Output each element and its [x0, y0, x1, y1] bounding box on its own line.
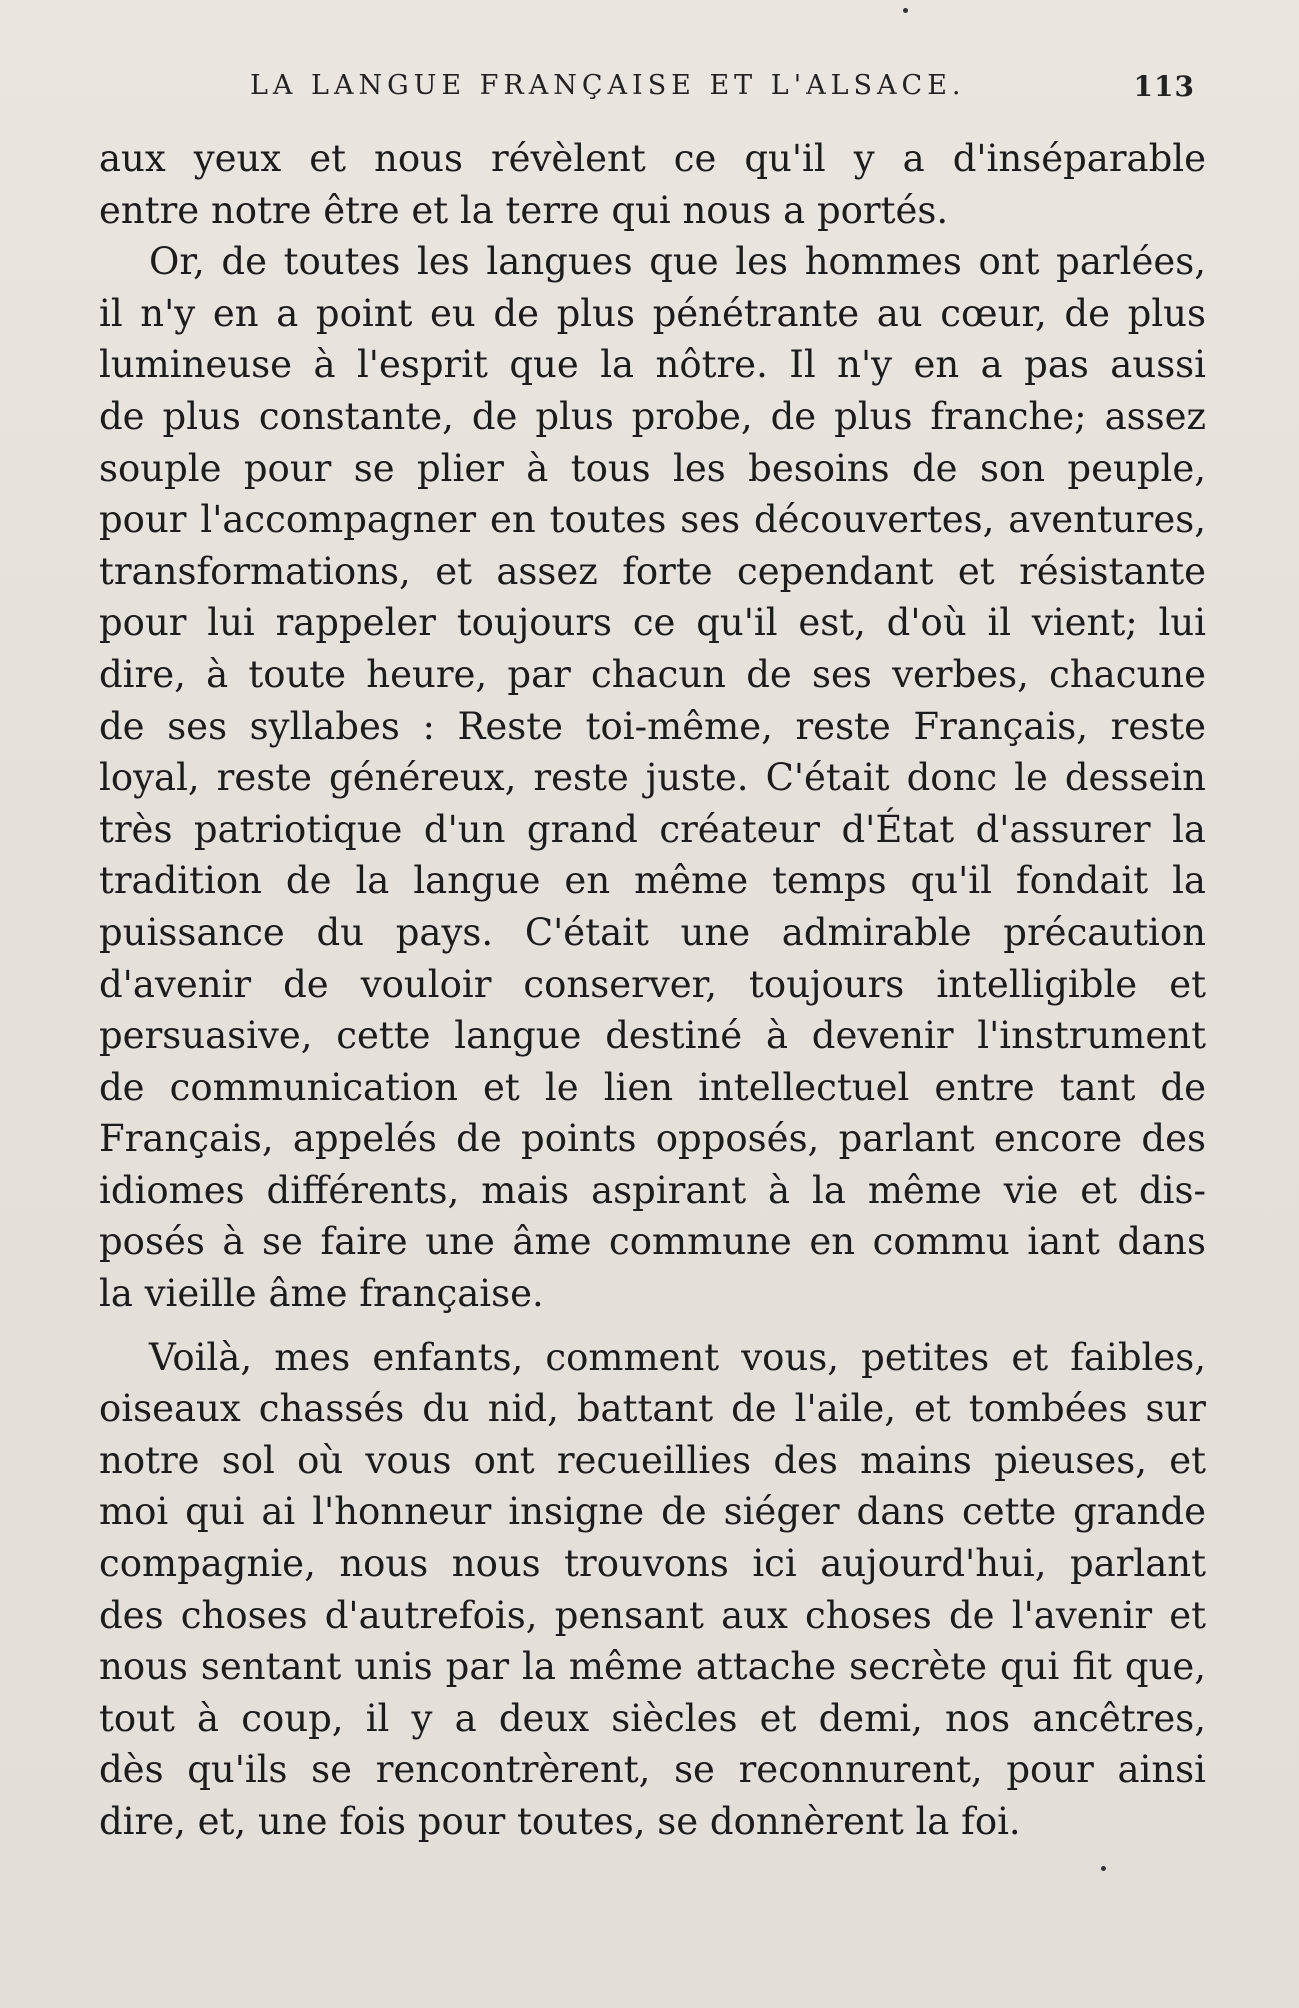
text-line: tout à coup, il y a deux siècles et demi, nos ancêtres,	[99, 1696, 1206, 1740]
text-line: Français, appelés de points opposés, parlant encore des	[99, 1117, 1206, 1161]
page-number: 113	[1133, 70, 1195, 103]
body-text	[99, 133, 1206, 1848]
text-line: idiomes différents, mais aspirant à la même vie et dis-	[99, 1168, 1206, 1212]
text-line: très patriotique d'un grand créateur d'État d'assurer la	[99, 807, 1206, 851]
text-line: puissance du pays. C'était une admirable précaution	[99, 910, 1206, 954]
text-line: de plus constante, de plus probe, de plus franche; assez	[99, 394, 1206, 438]
paragraph-3	[99, 1332, 1206, 1848]
page-header	[250, 70, 1195, 114]
paragraph-2	[99, 236, 1206, 1319]
text-line: transformations, et assez forte cependant et résistante	[99, 549, 1206, 593]
text-line: lumineuse à l'esprit que la nôtre. Il n'y en a pas aussi	[99, 343, 1206, 387]
text-line: de ses syllabes : Reste toi-même, reste Français, reste	[99, 704, 1206, 748]
text-line: dès qu'ils se rencontrèrent, se reconnurent, pour ainsi	[99, 1748, 1206, 1792]
text-line: dire, à toute heure, par chacun de ses verbes, chacune	[99, 652, 1206, 696]
text-line: il n'y en a point eu de plus pénétrante au cœur, de plus	[99, 291, 1206, 335]
text-line: notre sol où vous ont recueillies des mains pieuses, et	[99, 1438, 1206, 1482]
text-line: de communication et le lien intellectuel entre tant de	[99, 1065, 1206, 1109]
text-line: souple pour se plier à tous les besoins de son peuple,	[99, 446, 1206, 490]
text-line: d'avenir de vouloir conserver, toujours intelligible et	[99, 962, 1206, 1006]
text-line: Voilà, mes enfants, comment vous, petites et faibles,	[149, 1335, 1206, 1379]
ink-speck	[1101, 1866, 1106, 1871]
text-line: nous sentant unis par la même attache secrète qui fit que,	[99, 1645, 1206, 1689]
text-line: aux yeux et nous révèlent ce qu'il y a d'inséparable	[99, 137, 1206, 180]
text-line: loyal, reste généreux, reste juste. C'était donc le dessein	[99, 756, 1206, 800]
text-line: oiseaux chassés du nid, battant de l'aile, et tombées sur	[99, 1387, 1206, 1431]
text-line: moi qui ai l'honneur insigne de siéger dans cette grande	[99, 1490, 1206, 1534]
text-line: posés à se faire une âme commune en commu iant dans	[99, 1220, 1206, 1264]
text-line: des choses d'autrefois, pensant aux choses de l'avenir et	[99, 1593, 1206, 1637]
text-line: pour l'accompagner en toutes ses découvertes, aventures,	[99, 498, 1206, 542]
text-line: Or, de toutes les langues que les hommes ont parlées,	[149, 240, 1206, 284]
text-line: la vieille âme française.	[99, 1272, 544, 1316]
text-line: tradition de la langue en même temps qu'il fondait la	[99, 859, 1206, 903]
running-title: LA LANGUE FRANÇAISE ET L'ALSACE.	[250, 70, 966, 101]
ink-speck	[903, 8, 908, 13]
paragraph-1	[99, 133, 1206, 236]
text-line: pour lui rappeler toujours ce qu'il est, d'où il vient; lui	[99, 601, 1206, 645]
text-line: persuasive, cette langue destiné à devenir l'instrument	[99, 1014, 1206, 1058]
text-line: dire, et, une fois pour toutes, se donnèrent la foi.	[99, 1800, 1021, 1843]
text-line: entre notre être et la terre qui nous a portés.	[99, 188, 949, 232]
text-line: compagnie, nous nous trouvons ici aujourd'hui, parlant	[99, 1542, 1206, 1586]
